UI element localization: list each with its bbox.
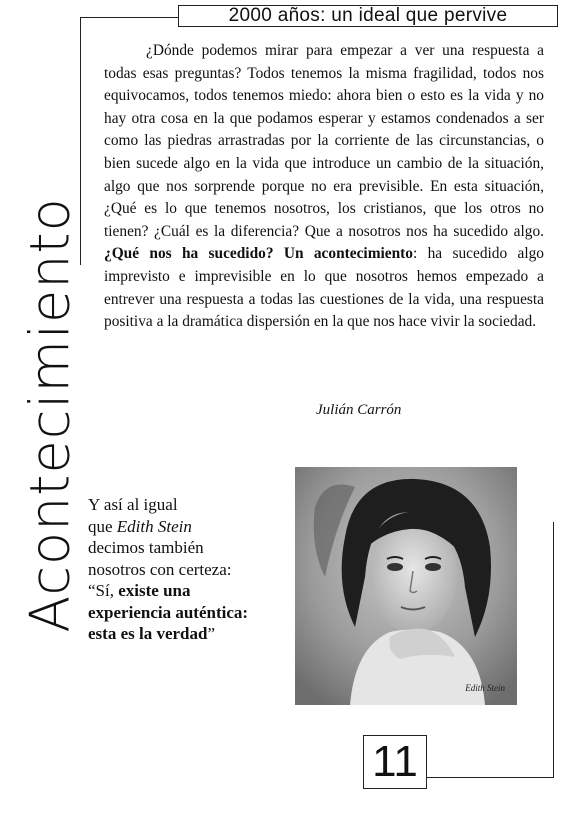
article-text-1: ¿Dónde podemos mirar para empezar a ver una respuesta a todas esas preguntas? Todos tenemos la misma fragilidad, todos nos equivocamos, todos tenemos miedo: ahora bien o esto es la vida y no hay otra cosa en la que podamos esperar y estamos condenados a ser como las piedras arrastradas por la corriente de las circunstancias, o bien sucede algo en la vida que introduce un cambio de la situación, algo que nos sorprende porque no era previsible. En esta situación, ¿Qué es lo que tenemos nosotros, los cristianos, que los otros no tienen? ¿Cuál es la diferencia? Que a nosotros nos ha sucedido algo.	[104, 42, 544, 240]
header-title: 2000 años: un ideal que pervive	[228, 5, 508, 26]
quote-bold-text: esta es la verdad	[88, 624, 208, 643]
header-box	[178, 5, 558, 27]
page-number: 11	[372, 737, 418, 786]
quote-bold-text: existe una	[118, 581, 191, 600]
quote-line: decimos también	[88, 538, 204, 557]
photo-caption: Edith Stein	[465, 683, 505, 693]
article-text-2: : ha sucedido algo imprevisto e imprevisible en lo que nosotros hemos empezado a entrever una respuesta a todas las cuestiones de la vida, una respuesta positiva a la dramática dispersión en la que nos hace vivir la sociedad.	[104, 245, 544, 331]
quote-line	[88, 602, 298, 624]
quote-text: ”	[207, 624, 216, 643]
quote-text: que	[88, 516, 117, 536]
section-title: Acontecimiento	[18, 197, 82, 633]
right-vertical-rule	[553, 522, 554, 778]
article-body	[104, 40, 544, 334]
section-title-container	[20, 185, 80, 645]
page-number-box	[363, 735, 427, 789]
bottom-rule	[427, 777, 554, 778]
quote-line	[88, 516, 298, 538]
quote-person-name: Edith Stein	[116, 516, 192, 536]
article-bold-text: ¿Qué nos ha sucedido? Un acontecimiento	[104, 245, 414, 263]
quote-bold-text: experiencia auténtica:	[88, 602, 249, 622]
quote-line	[88, 580, 298, 602]
quote-line: nosotros con certeza:	[88, 559, 232, 579]
quote-line	[88, 623, 298, 645]
quote-line: Y así al igual	[88, 495, 178, 514]
article-paragraph	[104, 40, 544, 334]
portrait-illustration	[295, 467, 517, 705]
portrait-photo	[295, 467, 517, 705]
header-rule	[80, 17, 180, 18]
quote-block	[88, 494, 298, 645]
quote-text: “Sí,	[88, 581, 119, 600]
article-author: Julián Carrón	[316, 402, 402, 418]
